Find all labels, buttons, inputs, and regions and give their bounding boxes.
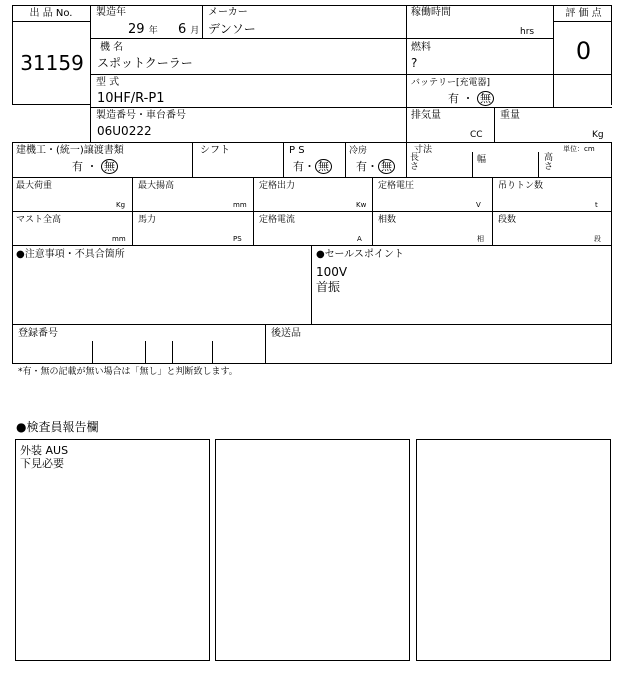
fuel-label: 燃料 [411,42,431,53]
height-label-2: さ [544,162,554,172]
inspector-box-1 [15,439,210,661]
rated-voltage-label: 定格電圧 [378,181,415,191]
month-unit: 月 [190,26,200,36]
model-name: スポットクーラー [97,56,193,70]
transfer-yes: 有 [72,160,83,173]
battery-value [448,91,494,106]
phase-label: 相数 [378,215,397,225]
ps-dot: ・ [304,160,315,173]
item-no: 31159 [20,51,84,75]
displacement-label: 排気量 [411,110,441,121]
ps-value [293,159,332,174]
cooler-yes: 有 [356,160,367,173]
height-label [544,154,553,172]
ps-label: P S [289,145,305,156]
serial-value: 06U0222 [97,124,152,138]
sales-point-label: ●セールスポイント [316,249,404,260]
month-value: 6 [177,22,187,37]
footnote: *有・無の記載が無い場合は「無し」と判断致します。 [18,367,238,377]
rating-value: 0 [575,37,592,65]
year-label: 製造年 [96,7,126,18]
stages-label: 段数 [498,215,517,225]
weight-label: 重量 [500,110,520,121]
transfer-docs-value [72,159,118,174]
length-label-2: さ [410,162,420,172]
battery-yes: 有 [448,92,459,105]
battery-dot: ・ [462,92,474,105]
fuel-value: ? [411,56,418,70]
horsepower-unit: PS [233,235,242,243]
mast-unit: mm [112,235,126,243]
weight-unit: Kg [592,130,604,140]
hours-unit: hrs [520,27,535,37]
caution-label: ●注意事項・不具合箇所 [16,249,125,260]
item-no-label: 出 品 No. [29,8,73,19]
max-lift-label: 最大揚高 [138,181,175,191]
rated-voltage-unit: V [476,201,481,209]
length-label [410,154,419,172]
stages-unit: 段 [594,235,601,243]
type-value: 10HF/R-P1 [97,91,165,106]
battery-label: バッテリー[充電器] [411,78,491,88]
dims-unit-note: 単位：cm [563,145,595,153]
year-unit: 年 [148,26,158,36]
transfer-no-circled: 無 [101,159,118,174]
mast-label: マスト全高 [16,215,62,225]
sales-line-2: 首振 [316,280,341,294]
serial-label: 製造番号・車台番号 [96,110,186,121]
sales-line-1: 100V [316,265,348,279]
displacement-unit: CC [470,130,483,140]
model-name-label: 機 名 [100,42,124,53]
rated-current-label: 定格電流 [259,215,296,225]
ps-no-circled: 無 [315,159,332,174]
phase-unit: 相 [477,235,484,243]
rated-output-unit: Kw [356,201,367,209]
cooler-value [356,159,395,174]
cooler-label: 冷房 [349,146,368,156]
rated-output-label: 定格出力 [259,181,296,191]
inspector-title: ●検査員報告欄 [16,420,99,434]
transfer-dot: ・ [86,160,98,173]
dims-label: 寸法 [414,145,433,155]
battery-no-circled: 無 [477,91,494,106]
hoist-ton-label: 吊りトン数 [498,181,544,191]
max-load-unit: Kg [116,201,126,209]
maker-label: メーカー [208,7,248,18]
max-load-label: 最大荷重 [16,181,53,191]
ps-yes: 有 [293,160,304,173]
transfer-docs-label: 建機工・(統一)譲渡書類 [16,145,124,156]
rating-label: 評 価 点 [565,8,602,19]
width-label: 幅 [477,155,487,165]
cooler-dot: ・ [367,160,378,173]
inspector-note-2: 下見必要 [20,457,64,470]
horsepower-label: 馬力 [138,215,157,225]
inspector-box-3 [416,439,611,661]
hours-label: 稼働時間 [411,7,451,18]
height-label-1: 高 [544,153,554,163]
shift-label: シフト [200,145,230,156]
inspector-note-1: 外装 AUS [20,444,69,457]
rated-current-unit: A [357,235,362,243]
maker-value: デンソー [208,22,256,36]
year-value: 29 [128,22,145,37]
length-label-1: 長 [410,153,420,163]
registration-label: 登録番号 [18,328,58,339]
inspector-box-2 [215,439,410,661]
manufacture-year [128,22,199,39]
hoist-ton-unit: t [595,201,598,209]
cooler-no-circled: 無 [378,159,395,174]
type-label: 型 式 [96,77,120,88]
shipping-label: 後送品 [271,328,301,339]
max-lift-unit: mm [233,201,247,209]
